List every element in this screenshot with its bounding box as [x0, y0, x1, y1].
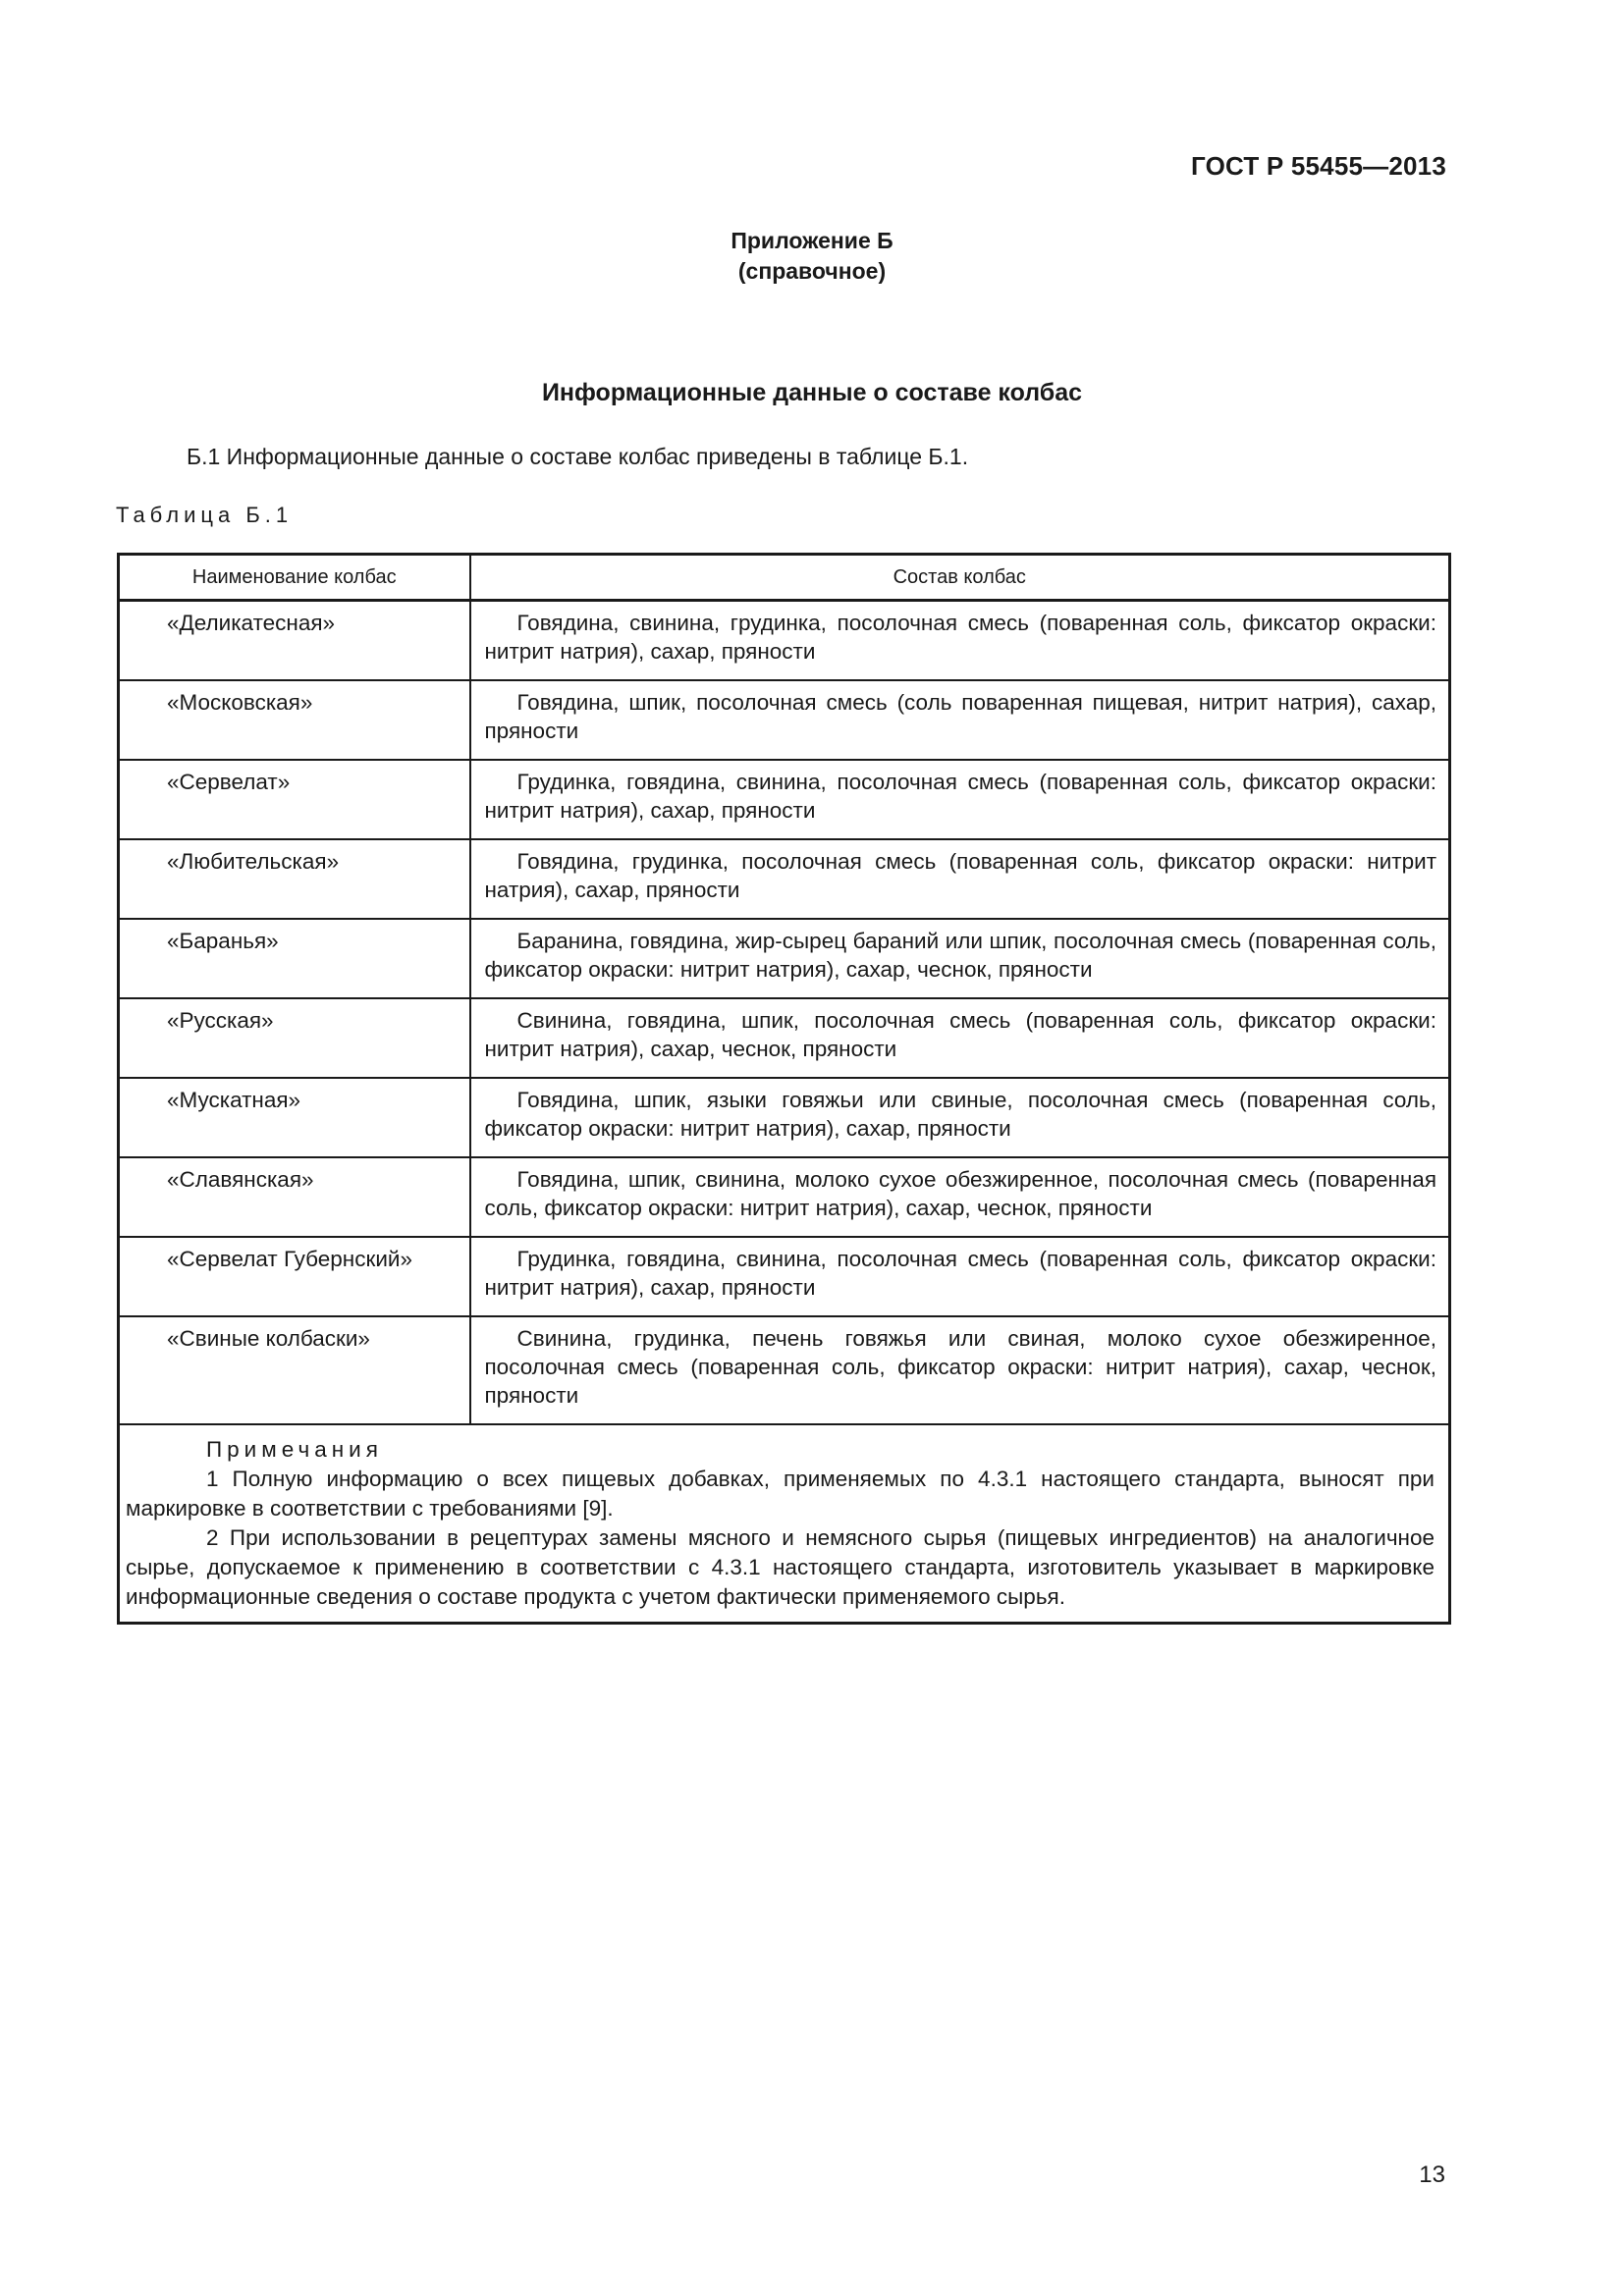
intro-paragraph: Б.1 Информационные данные о составе колбас приведены в таблице Б.1.	[187, 444, 969, 469]
sausage-composition: Баранина, говядина, жир-сырец бараний или шпик, посолочная смесь (поваренная соль, фиксатор окраски: нитрит натрия), сахар, чеснок, пряности	[470, 919, 1450, 998]
sausage-name: «Сервелат Губернский»	[119, 1237, 470, 1316]
appendix-subtitle: (справочное)	[737, 258, 887, 284]
sausage-composition: Говядина, свинина, грудинка, посолочная смесь (поваренная соль, фиксатор окраски: нитрит натрия), сахар, пряности	[470, 601, 1450, 681]
table-row	[119, 1157, 1450, 1237]
table-row	[119, 1078, 1450, 1157]
sausage-composition: Свинина, грудинка, печень говяжья или свиная, молоко сухое обезжиренное, посолочная смесь (поваренная соль, фиксатор окраски: нитрит натрия), сахар, чеснок, пряности	[470, 1316, 1450, 1424]
sausage-name: «Мускатная»	[119, 1078, 470, 1157]
table-row	[119, 1316, 1450, 1424]
table-row	[119, 919, 1450, 998]
table-row	[119, 760, 1450, 839]
table-row	[119, 601, 1450, 681]
table-row	[119, 998, 1450, 1078]
sausage-name: «Баранья»	[119, 919, 470, 998]
sausage-composition: Говядина, шпик, свинина, молоко сухое обезжиренное, посолочная смесь (поваренная соль, фиксатор окраски: нитрит натрия), сахар, чеснок, пряности	[470, 1157, 1450, 1237]
table-row	[119, 680, 1450, 760]
notes-title: Примечания	[206, 1437, 383, 1462]
appendix-heading	[0, 226, 1624, 287]
table-caption: Таблица Б.1	[116, 503, 294, 527]
sausage-name: «Сервелат»	[119, 760, 470, 839]
standard-code: ГОСТ Р 55455—2013	[1191, 151, 1446, 181]
header-composition: Состав колбас	[470, 555, 1450, 601]
page-number: 13	[1419, 2162, 1445, 2188]
sausage-name: «Любительская»	[119, 839, 470, 919]
sausage-name: «Славянская»	[119, 1157, 470, 1237]
table-header-row	[119, 555, 1450, 601]
section-title: Информационные данные о составе колбас	[541, 379, 1083, 406]
composition-table	[117, 553, 1451, 1625]
sausage-composition: Свинина, говядина, шпик, посолочная смесь (поваренная соль, фиксатор окраски: нитрит натрия), сахар, чеснок, пряности	[470, 998, 1450, 1078]
table-row	[119, 839, 1450, 919]
sausage-name: «Свиные колбаски»	[119, 1316, 470, 1424]
sausage-composition: Грудинка, говядина, свинина, посолочная смесь (поваренная соль, фиксатор окраски: нитрит натрия), сахар, пряности	[470, 1237, 1450, 1316]
table-row	[119, 1237, 1450, 1316]
sausage-name: «Деликатесная»	[119, 601, 470, 681]
notes-row	[119, 1424, 1450, 1624]
table-notes	[119, 1424, 1450, 1624]
sausage-composition: Говядина, шпик, языки говяжьи или свиные, посолочная смесь (поваренная соль, фиксатор окраски: нитрит натрия), сахар, пряности	[470, 1078, 1450, 1157]
sausage-composition: Говядина, шпик, посолочная смесь (соль поваренная пищевая, нитрит натрия), сахар, пряности	[470, 680, 1450, 760]
sausage-composition: Грудинка, говядина, свинина, посолочная смесь (поваренная соль, фиксатор окраски: нитрит натрия), сахар, пряности	[470, 760, 1450, 839]
header-sausage-name: Наименование колбас	[119, 555, 470, 601]
sausage-name: «Московская»	[119, 680, 470, 760]
sausage-composition: Говядина, грудинка, посолочная смесь (поваренная соль, фиксатор окраски: нитрит натрия), сахар, пряности	[470, 839, 1450, 919]
note-item: 1 Полную информацию о всех пищевых добавках, применяемых по 4.3.1 настоящего стандарта, выносят при маркировке в соответствии с требованиями [9].	[126, 1467, 1435, 1521]
note-item: 2 При использовании в рецептурах замены мясного и немясного сырья (пищевых ингредиентов) на аналогичное сырье, допускаемое к применению в соответствии с 4.3.1 настоящего стандарта, изготовитель указывает в маркировке информационные сведения о составе продукта с учетом фактически применяемого сырья.	[126, 1525, 1435, 1609]
appendix-title: Приложение Б	[731, 228, 893, 253]
sausage-name: «Русская»	[119, 998, 470, 1078]
